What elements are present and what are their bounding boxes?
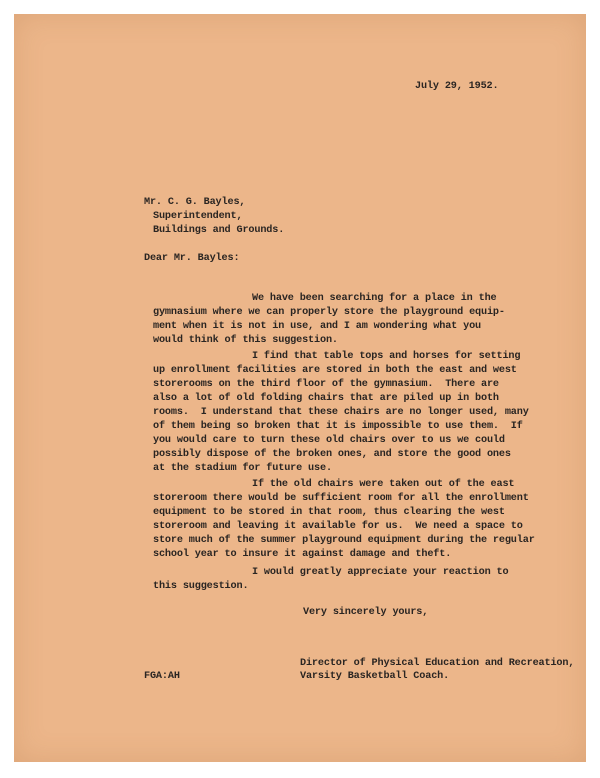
paragraph-2-line: at the stadium for future use. xyxy=(153,463,332,474)
closing: Very sincerely yours, xyxy=(303,607,429,618)
recipient-name: Mr. C. G. Bayles, xyxy=(144,197,246,208)
paragraph-3-line: equipment to be stored in that room, thus clearing the west xyxy=(153,507,505,518)
letter-page xyxy=(14,14,586,762)
paragraph-3-line: If the old chairs were taken out of the east xyxy=(252,479,515,490)
paragraph-3-line: school year to insure it against damage and theft. xyxy=(153,549,452,560)
paragraph-1-line: gymnasium where we can properly store the playground equip- xyxy=(153,307,505,318)
paragraph-2-line: rooms. I understand that these chairs are no longer used, many xyxy=(153,407,529,418)
paragraph-4-line: this suggestion. xyxy=(153,581,249,592)
paragraph-2-line: up enrollment facilities are stored in both the east and west xyxy=(153,365,517,376)
paragraph-2-line: storerooms on the third floor of the gymnasium. There are xyxy=(153,379,499,390)
paragraph-3-line: storeroom and leaving it available for us. We need a space to xyxy=(153,521,523,532)
signature-title-line: Director of Physical Education and Recreation, xyxy=(300,658,575,669)
salutation: Dear Mr. Bayles: xyxy=(144,253,240,264)
paragraph-2-line: of them being so broken that it is impossible to use them. If xyxy=(153,421,523,432)
paragraph-1-line: We have been searching for a place in the xyxy=(252,293,497,304)
paragraph-2-line: possibly dispose of the broken ones, and store the good ones xyxy=(153,449,511,460)
paragraph-3-line: store much of the summer playground equipment during the regular xyxy=(153,535,535,546)
paragraph-1-line: ment when it is not in use, and I am wondering what you xyxy=(153,321,481,332)
paragraph-1-line: would think of this suggestion. xyxy=(153,335,338,346)
paragraph-4-line: I would greatly appreciate your reaction to xyxy=(252,567,509,578)
paragraph-2-line: I find that table tops and horses for setting xyxy=(252,351,521,362)
recipient-title: Superintendent, xyxy=(153,211,243,222)
typist-initials: FGA:AH xyxy=(144,671,180,682)
paragraph-3-line: storeroom there would be sufficient room for all the enrollment xyxy=(153,493,529,504)
letter-date: July 29, 1952. xyxy=(415,81,499,92)
recipient-department: Buildings and Grounds. xyxy=(153,225,285,236)
paragraph-2-line: also a lot of old folding chairs that are piled up in both xyxy=(153,393,499,404)
signature-title-line: Varsity Basketball Coach. xyxy=(300,671,450,682)
paragraph-2-line: you would care to turn these old chairs over to us we could xyxy=(153,435,505,446)
